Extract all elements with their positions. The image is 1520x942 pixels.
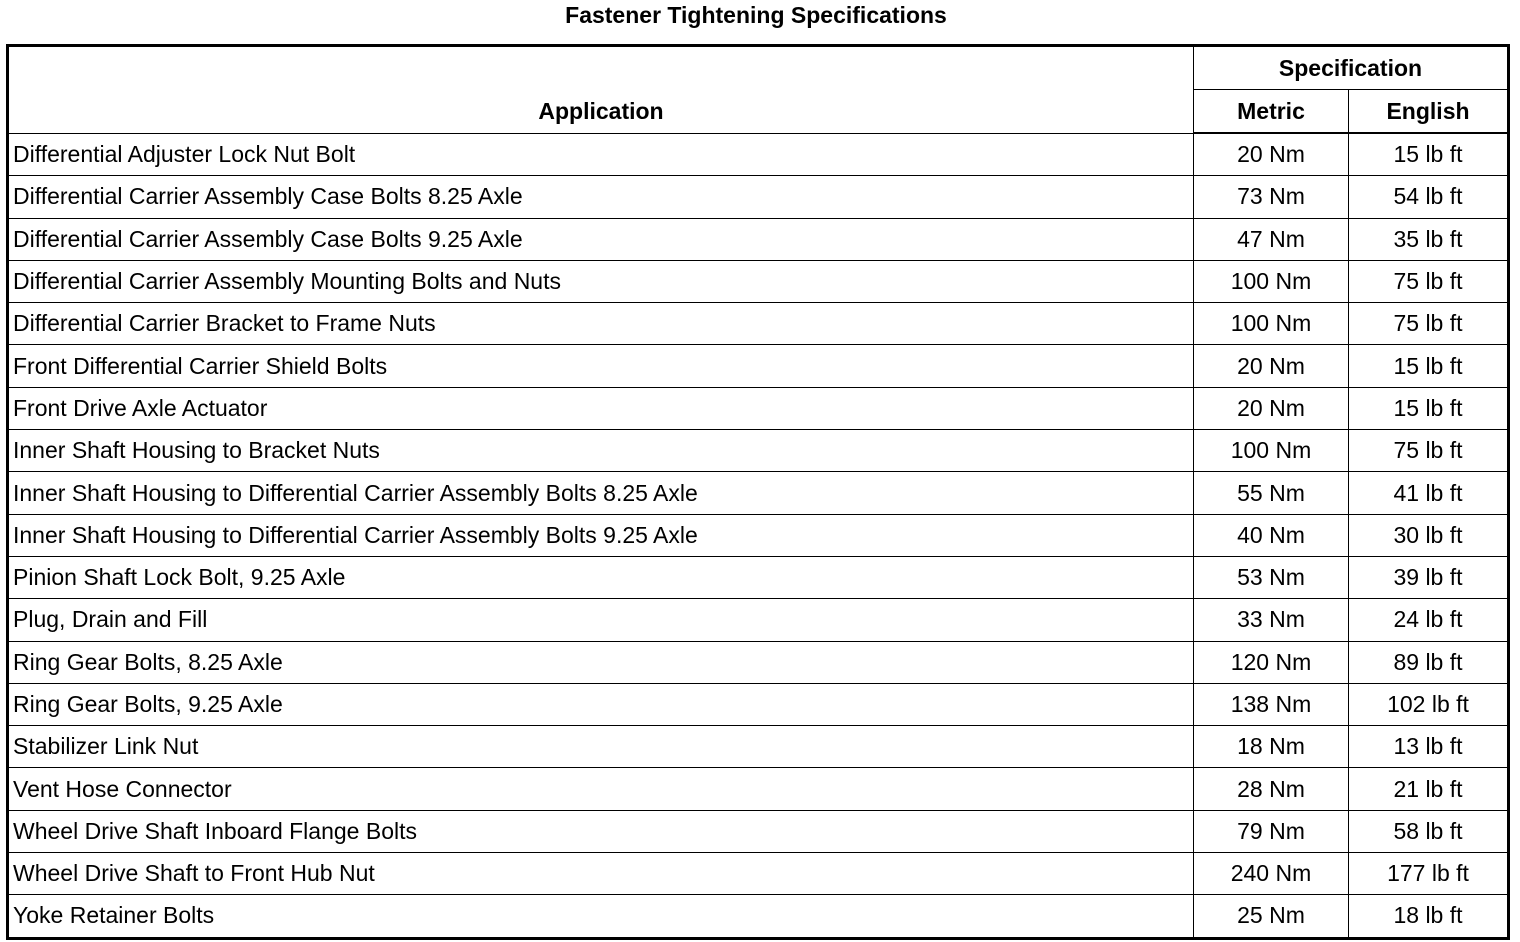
application-cell: Stabilizer Link Nut	[8, 726, 1194, 768]
table-row	[8, 810, 1509, 852]
application-cell: Vent Hose Connector	[8, 768, 1194, 810]
application-cell: Differential Carrier Bracket to Frame Nuts	[8, 303, 1194, 345]
english-cell: 177 lb ft	[1349, 853, 1509, 895]
english-cell: 75 lb ft	[1349, 430, 1509, 472]
english-cell: 75 lb ft	[1349, 260, 1509, 302]
table-row	[8, 472, 1509, 514]
metric-cell: 28 Nm	[1194, 768, 1349, 810]
table-row	[8, 599, 1509, 641]
application-cell: Front Differential Carrier Shield Bolts	[8, 345, 1194, 387]
application-cell: Wheel Drive Shaft Inboard Flange Bolts	[8, 810, 1194, 852]
english-cell: 39 lb ft	[1349, 556, 1509, 598]
application-column-header: Application	[8, 46, 1194, 134]
metric-cell: 20 Nm	[1194, 387, 1349, 429]
english-cell: 18 lb ft	[1349, 895, 1509, 938]
table-row	[8, 133, 1509, 176]
english-cell: 15 lb ft	[1349, 133, 1509, 176]
table-row	[8, 260, 1509, 302]
metric-cell: 25 Nm	[1194, 895, 1349, 938]
table-row	[8, 345, 1509, 387]
metric-cell: 40 Nm	[1194, 514, 1349, 556]
application-cell: Wheel Drive Shaft to Front Hub Nut	[8, 853, 1194, 895]
application-cell: Plug, Drain and Fill	[8, 599, 1194, 641]
application-cell: Inner Shaft Housing to Differential Carrier Assembly Bolts 8.25 Axle	[8, 472, 1194, 514]
english-cell: 21 lb ft	[1349, 768, 1509, 810]
application-cell: Differential Carrier Assembly Case Bolts 8.25 Axle	[8, 176, 1194, 218]
header-row-top	[8, 46, 1509, 90]
application-cell: Ring Gear Bolts, 8.25 Axle	[8, 641, 1194, 683]
english-cell: 35 lb ft	[1349, 218, 1509, 260]
fastener-spec-table	[6, 44, 1510, 940]
metric-cell: 79 Nm	[1194, 810, 1349, 852]
metric-cell: 240 Nm	[1194, 853, 1349, 895]
table-row	[8, 895, 1509, 938]
metric-cell: 53 Nm	[1194, 556, 1349, 598]
metric-cell: 18 Nm	[1194, 726, 1349, 768]
application-cell: Differential Carrier Assembly Case Bolts 9.25 Axle	[8, 218, 1194, 260]
english-cell: 13 lb ft	[1349, 726, 1509, 768]
english-cell: 15 lb ft	[1349, 387, 1509, 429]
application-cell: Differential Adjuster Lock Nut Bolt	[8, 133, 1194, 176]
metric-cell: 73 Nm	[1194, 176, 1349, 218]
table-row	[8, 430, 1509, 472]
table-row	[8, 556, 1509, 598]
specification-column-header: Specification	[1194, 46, 1509, 90]
application-cell: Pinion Shaft Lock Bolt, 9.25 Axle	[8, 556, 1194, 598]
application-cell: Ring Gear Bolts, 9.25 Axle	[8, 683, 1194, 725]
metric-cell: 138 Nm	[1194, 683, 1349, 725]
application-cell: Front Drive Axle Actuator	[8, 387, 1194, 429]
english-cell: 41 lb ft	[1349, 472, 1509, 514]
application-cell: Yoke Retainer Bolts	[8, 895, 1194, 938]
metric-cell: 120 Nm	[1194, 641, 1349, 683]
table-row	[8, 514, 1509, 556]
english-cell: 30 lb ft	[1349, 514, 1509, 556]
english-cell: 58 lb ft	[1349, 810, 1509, 852]
english-cell: 24 lb ft	[1349, 599, 1509, 641]
metric-cell: 33 Nm	[1194, 599, 1349, 641]
english-cell: 15 lb ft	[1349, 345, 1509, 387]
metric-cell: 100 Nm	[1194, 430, 1349, 472]
metric-cell: 20 Nm	[1194, 345, 1349, 387]
table-row	[8, 853, 1509, 895]
metric-cell: 100 Nm	[1194, 260, 1349, 302]
metric-cell: 100 Nm	[1194, 303, 1349, 345]
metric-column-header: Metric	[1194, 90, 1349, 134]
english-column-header: English	[1349, 90, 1509, 134]
metric-cell: 55 Nm	[1194, 472, 1349, 514]
table-row	[8, 387, 1509, 429]
table-row	[8, 768, 1509, 810]
metric-cell: 20 Nm	[1194, 133, 1349, 176]
english-cell: 75 lb ft	[1349, 303, 1509, 345]
table-body	[8, 133, 1509, 938]
application-cell: Differential Carrier Assembly Mounting Bolts and Nuts	[8, 260, 1194, 302]
table-row	[8, 218, 1509, 260]
table-row	[8, 683, 1509, 725]
metric-cell: 47 Nm	[1194, 218, 1349, 260]
table-row	[8, 726, 1509, 768]
english-cell: 89 lb ft	[1349, 641, 1509, 683]
application-cell: Inner Shaft Housing to Bracket Nuts	[8, 430, 1194, 472]
table-header	[8, 46, 1509, 134]
table-row	[8, 176, 1509, 218]
english-cell: 54 lb ft	[1349, 176, 1509, 218]
table-row	[8, 641, 1509, 683]
page-title: Fastener Tightening Specifications	[565, 2, 947, 28]
english-cell: 102 lb ft	[1349, 683, 1509, 725]
table-row	[8, 303, 1509, 345]
application-cell: Inner Shaft Housing to Differential Carrier Assembly Bolts 9.25 Axle	[8, 514, 1194, 556]
